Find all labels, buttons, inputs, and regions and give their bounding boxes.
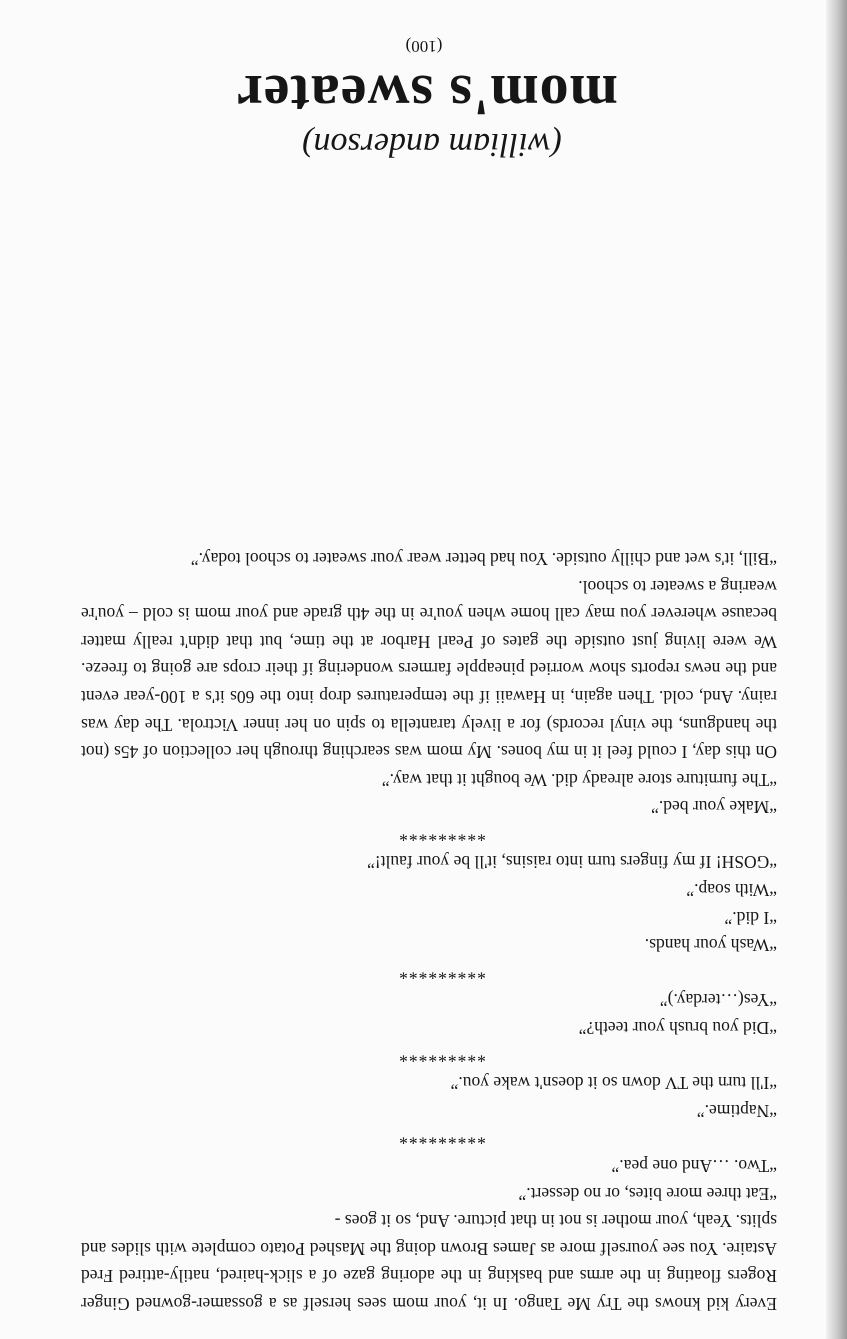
dialogue-line: “Yes(…terday.)” bbox=[659, 990, 777, 1011]
author-byline: (william anderson) bbox=[302, 126, 562, 163]
dialogue-line: “The furniture store already did. We bought it that way.” bbox=[381, 769, 777, 790]
section-separator: ********* bbox=[398, 1128, 486, 1149]
dialogue-line: “Naptime.” bbox=[696, 1100, 777, 1121]
story-paragraph: Every kid knows the Try Me Tango. In it, your mom sees herself as a gossamer-gowned Ginger Rogers floating in the arms and basking in the adoring gaze of a slick-haired, natily-attired Fred Astaire. You see yourself more as James Brown doing the Mashed Potato complete with slides and splits. Yeah, your mother is not in that picture. And, so it goes - bbox=[81, 1211, 777, 1314]
dialogue-line: “Eat three more bites, or no dessert.” bbox=[518, 1183, 777, 1204]
section-separator: ********* bbox=[398, 824, 486, 845]
dialogue-line: “I did.” bbox=[724, 907, 777, 928]
dialogue-line: “I'll turn the TV down so it doesn't wake you.” bbox=[450, 1073, 777, 1094]
story-paragraph: On this day, I could feel it in my bones. My mom was searching through her collection of 45s (not the handguns, the vinyl records) for a lively tarantella to spin on her inner Victrola. The day was rainy. And, cold. Then again, in Hawaii if the temperatures drop into the 60s it's a 100-year event and the news reports show worried pineapple farmers wondering if their crops are going to freeze. We were living just outside the gates of Pearl Harbor at the time, but that didn't really matter because wherever you may call home when you're in the 4th grade and your mom is cold – you're wearing a sweater to school. bbox=[81, 576, 777, 763]
dialogue-line: “Two. …And one pea.” bbox=[611, 1156, 777, 1177]
dialogue-line: “Wash your hands. bbox=[644, 935, 777, 956]
story-title: mom's sweater bbox=[236, 63, 618, 128]
story-body bbox=[81, 544, 803, 1317]
page-number: (100) bbox=[405, 37, 443, 56]
dialogue-line: “GOSH! If my fingers turn into raisins, it'll be your fault!” bbox=[367, 852, 777, 873]
dialogue-line: “With soap.” bbox=[686, 880, 777, 901]
dialogue-line: “Make your bed.” bbox=[651, 797, 777, 818]
dialogue-line: “Did you brush your teeth?” bbox=[578, 1018, 777, 1039]
section-separator: ********* bbox=[398, 962, 486, 983]
story-paragraph: “Bill, it's wet and chilly outside. You had better wear your sweater to school today.” bbox=[190, 548, 777, 569]
section-separator: ********* bbox=[398, 1045, 486, 1066]
